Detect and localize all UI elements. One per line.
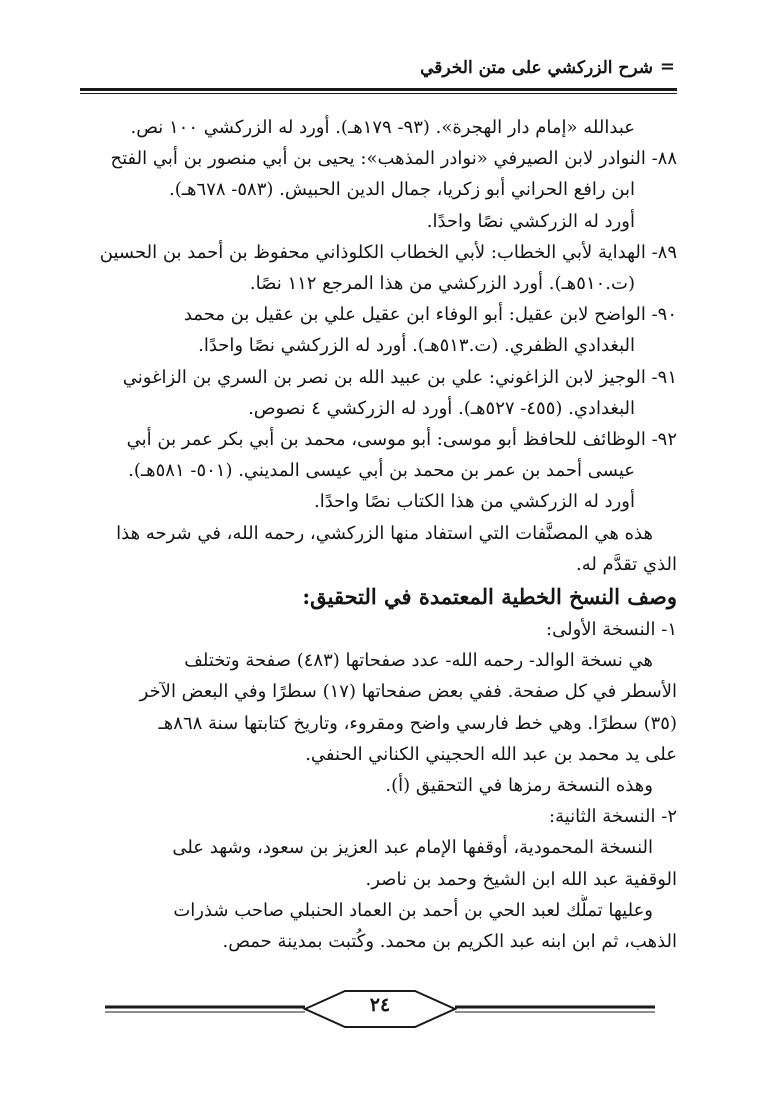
- page-number: ٢٤: [369, 994, 391, 1016]
- text-line: (ت.٥١٠هـ). أورد الزركشي من هذا المرجع ١١٢ نصًا.: [249, 273, 635, 295]
- text-line: البغدادي. (٤٥٥- ٥٢٧هـ). أورد له الزركشي ٤ نصوص.: [248, 397, 635, 419]
- text-line: وهذه النسخة رمزها في التحقيق (أ).: [385, 775, 653, 797]
- text-line: أورد له الزركشي نصًا واحدًا.: [426, 210, 635, 232]
- text-line: ١- النسخة الأولى:: [546, 619, 677, 641]
- header-rule-thick: [80, 88, 677, 91]
- text-line: هذه هي المصنَّفات التي استفاد منها الزركشي، رحمه الله، في شرحه هذا: [116, 522, 653, 544]
- page-footer: [105, 985, 655, 1033]
- text-line: الذهب، ثم ابن ابنه عبد الكريم بن محمد. وكُتبت بمدينة حمص.: [222, 931, 677, 953]
- header-mark: =: [659, 56, 675, 77]
- body-text: [90, 112, 677, 957]
- text-line: عيسى أحمد بن عمر بن محمد بن أبي عيسى المديني. (٥٠١- ٥٨١هـ).: [128, 460, 635, 482]
- text-line: الوقفية عبد الله ابن الشيخ وحمد بن ناصر.: [365, 868, 677, 890]
- text-line: أورد له الزركشي من هذا الكتاب نصًا واحدًا.: [314, 491, 635, 513]
- text-line: الذي تقدَّم له.: [575, 553, 677, 575]
- text-line: عبدالله «إمام دار الهجرة». (٩٣- ١٧٩هـ). أورد له الزركشي ١٠٠ نص.: [130, 117, 635, 138]
- text-line: على يد محمد بن عبد الله الحجيني الكناني الحنفي.: [305, 743, 677, 765]
- text-line: وعليها تملُّك لعبد الحي بن أحمد بن العماد الحنبلي صاحب شذرات: [173, 899, 653, 921]
- text-line: ٩١- الوجيز لابن الزاغوني: علي بن عبيد الله بن نصر بن السري بن الزاغوني: [122, 366, 677, 388]
- header-rule-thin: [80, 93, 677, 94]
- text-line: هي نسخة الوالد- رحمه الله- عدد صفحاتها (٤٨٣) صفحة وتختلف: [184, 650, 653, 672]
- text-line: ٢- النسخة الثانية:: [549, 806, 677, 828]
- running-header-title: شرح الزركشي على متن الخرقي: [420, 58, 653, 78]
- text-line: ٩٢- الوظائف للحافظ أبو موسى: أبو موسى، محمد بن أبي بكر عمر بن أبي: [126, 429, 677, 451]
- text-line: البغدادي الظفري. (ت.٥١٣هـ). أورد له الزركشي نصًا واحدًا.: [198, 335, 635, 357]
- text-line: (٣٥) سطرًا. وهي خط فارسي واضح ومقروء، وتاريخ كتابتها سنة ٨٦٨هـ: [158, 712, 677, 734]
- text-line: ٨٩- الهداية لأبي الخطاب: لأبي الخطاب الكلوذاني محفوظ بن أحمد بن الحسين: [99, 241, 677, 263]
- text-line: ابن رافع الحراني أبو زكريا، جمال الدين الحبيش. (٥٨٣- ٦٧٨هـ).: [169, 179, 635, 201]
- text-line: الأسطر في كل صفحة. ففي بعض صفحاتها (١٧) سطرًا وفي البعض الآخر: [139, 681, 677, 703]
- text-line: ٩٠- الواضح لابن عقيل: أبو الوفاء ابن عقيل علي بن عقيل بن محمد: [183, 304, 677, 326]
- text-line: ٨٨- النوادر لابن الصيرفي «نوادر المذهب»: يحيى بن أبي منصور بن أبي الفتح: [110, 148, 677, 170]
- text-line: النسخة المحمودية، أوقفها الإمام عبد العزيز بن سعود، وشهد على: [172, 837, 653, 859]
- section-heading: وصف النسخ الخطية المعتمدة في التحقيق:: [302, 584, 677, 610]
